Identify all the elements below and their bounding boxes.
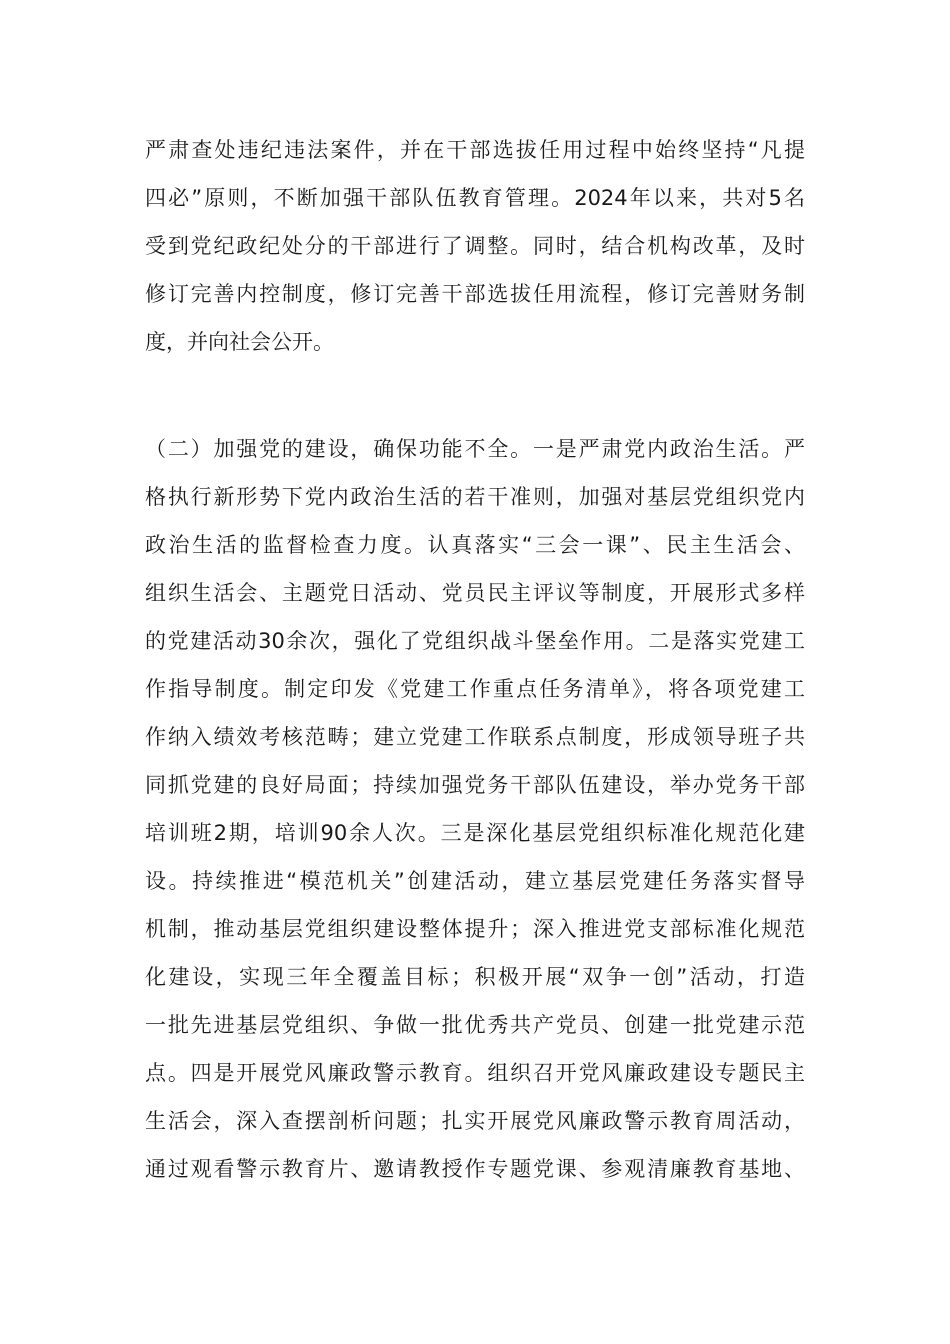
text-line: 度，并向社会公开。 bbox=[145, 330, 334, 354]
text-line: 组织生活会、主题党日活动、党员民主评议等制度，开展形式多样 bbox=[145, 581, 805, 605]
text-line: 作指导制度。制定印发《党建工作重点任务清单》，将各项党建工 bbox=[145, 677, 805, 701]
paragraph-party-building bbox=[145, 425, 805, 1193]
text-line: 通过观看警示教育片、邀请教授作专题党课、参观清廉教育基地、 bbox=[145, 1157, 805, 1181]
text-line: 严肃查处违纪违法案件，并在干部选拔任用过程中始终坚持“凡提 bbox=[145, 138, 805, 162]
text-line: 同抓党建的良好局面；持续加强党务干部队伍建设，举办党务干部 bbox=[145, 773, 805, 797]
text-line: 格执行新形势下党内政治生活的若干准则，加强对基层党组织党内 bbox=[145, 485, 805, 509]
text-line: 一批先进基层党组织、争做一批优秀共产党员、创建一批党建示范 bbox=[145, 1013, 805, 1037]
text-line: 作纳入绩效考核范畴；建立党建工作联系点制度，形成领导班子共 bbox=[145, 725, 805, 749]
text-line: 修订完善内控制度，修订完善干部选拔任用流程，修订完善财务制 bbox=[145, 282, 805, 306]
text-line: 化建设，实现三年全覆盖目标；积极开展“双争一创”活动，打造 bbox=[145, 965, 805, 989]
text-line: 培训班2期，培训90余人次。三是深化基层党组织标准化规范化建 bbox=[145, 821, 805, 845]
text-line: 生活会，深入查摆剖析问题；扎实开展党风廉政警示教育周活动， bbox=[145, 1109, 805, 1133]
paragraph-discipline bbox=[145, 126, 805, 366]
text-line: 设。持续推进“模范机关”创建活动，建立基层党建任务落实督导 bbox=[145, 869, 805, 893]
text-line: 的党建活动30余次，强化了党组织战斗堡垒作用。二是落实党建工 bbox=[145, 629, 805, 653]
text-line: 政治生活的监督检查力度。认真落实“三会一课”、民主生活会、 bbox=[145, 533, 805, 557]
text-line: 点。四是开展党风廉政警示教育。组织召开党风廉政建设专题民主 bbox=[145, 1061, 805, 1085]
text-line: 四必”原则，不断加强干部队伍教育管理。2024年以来，共对5名 bbox=[145, 186, 805, 210]
text-line: 受到党纪政纪处分的干部进行了调整。同时，结合机构改革，及时 bbox=[145, 234, 805, 258]
text-line: （二）加强党的建设，确保功能不全。一是严肃党内政治生活。严 bbox=[145, 437, 805, 461]
text-line: 机制，推动基层党组织建设整体提升；深入推进党支部标准化规范 bbox=[145, 917, 805, 941]
